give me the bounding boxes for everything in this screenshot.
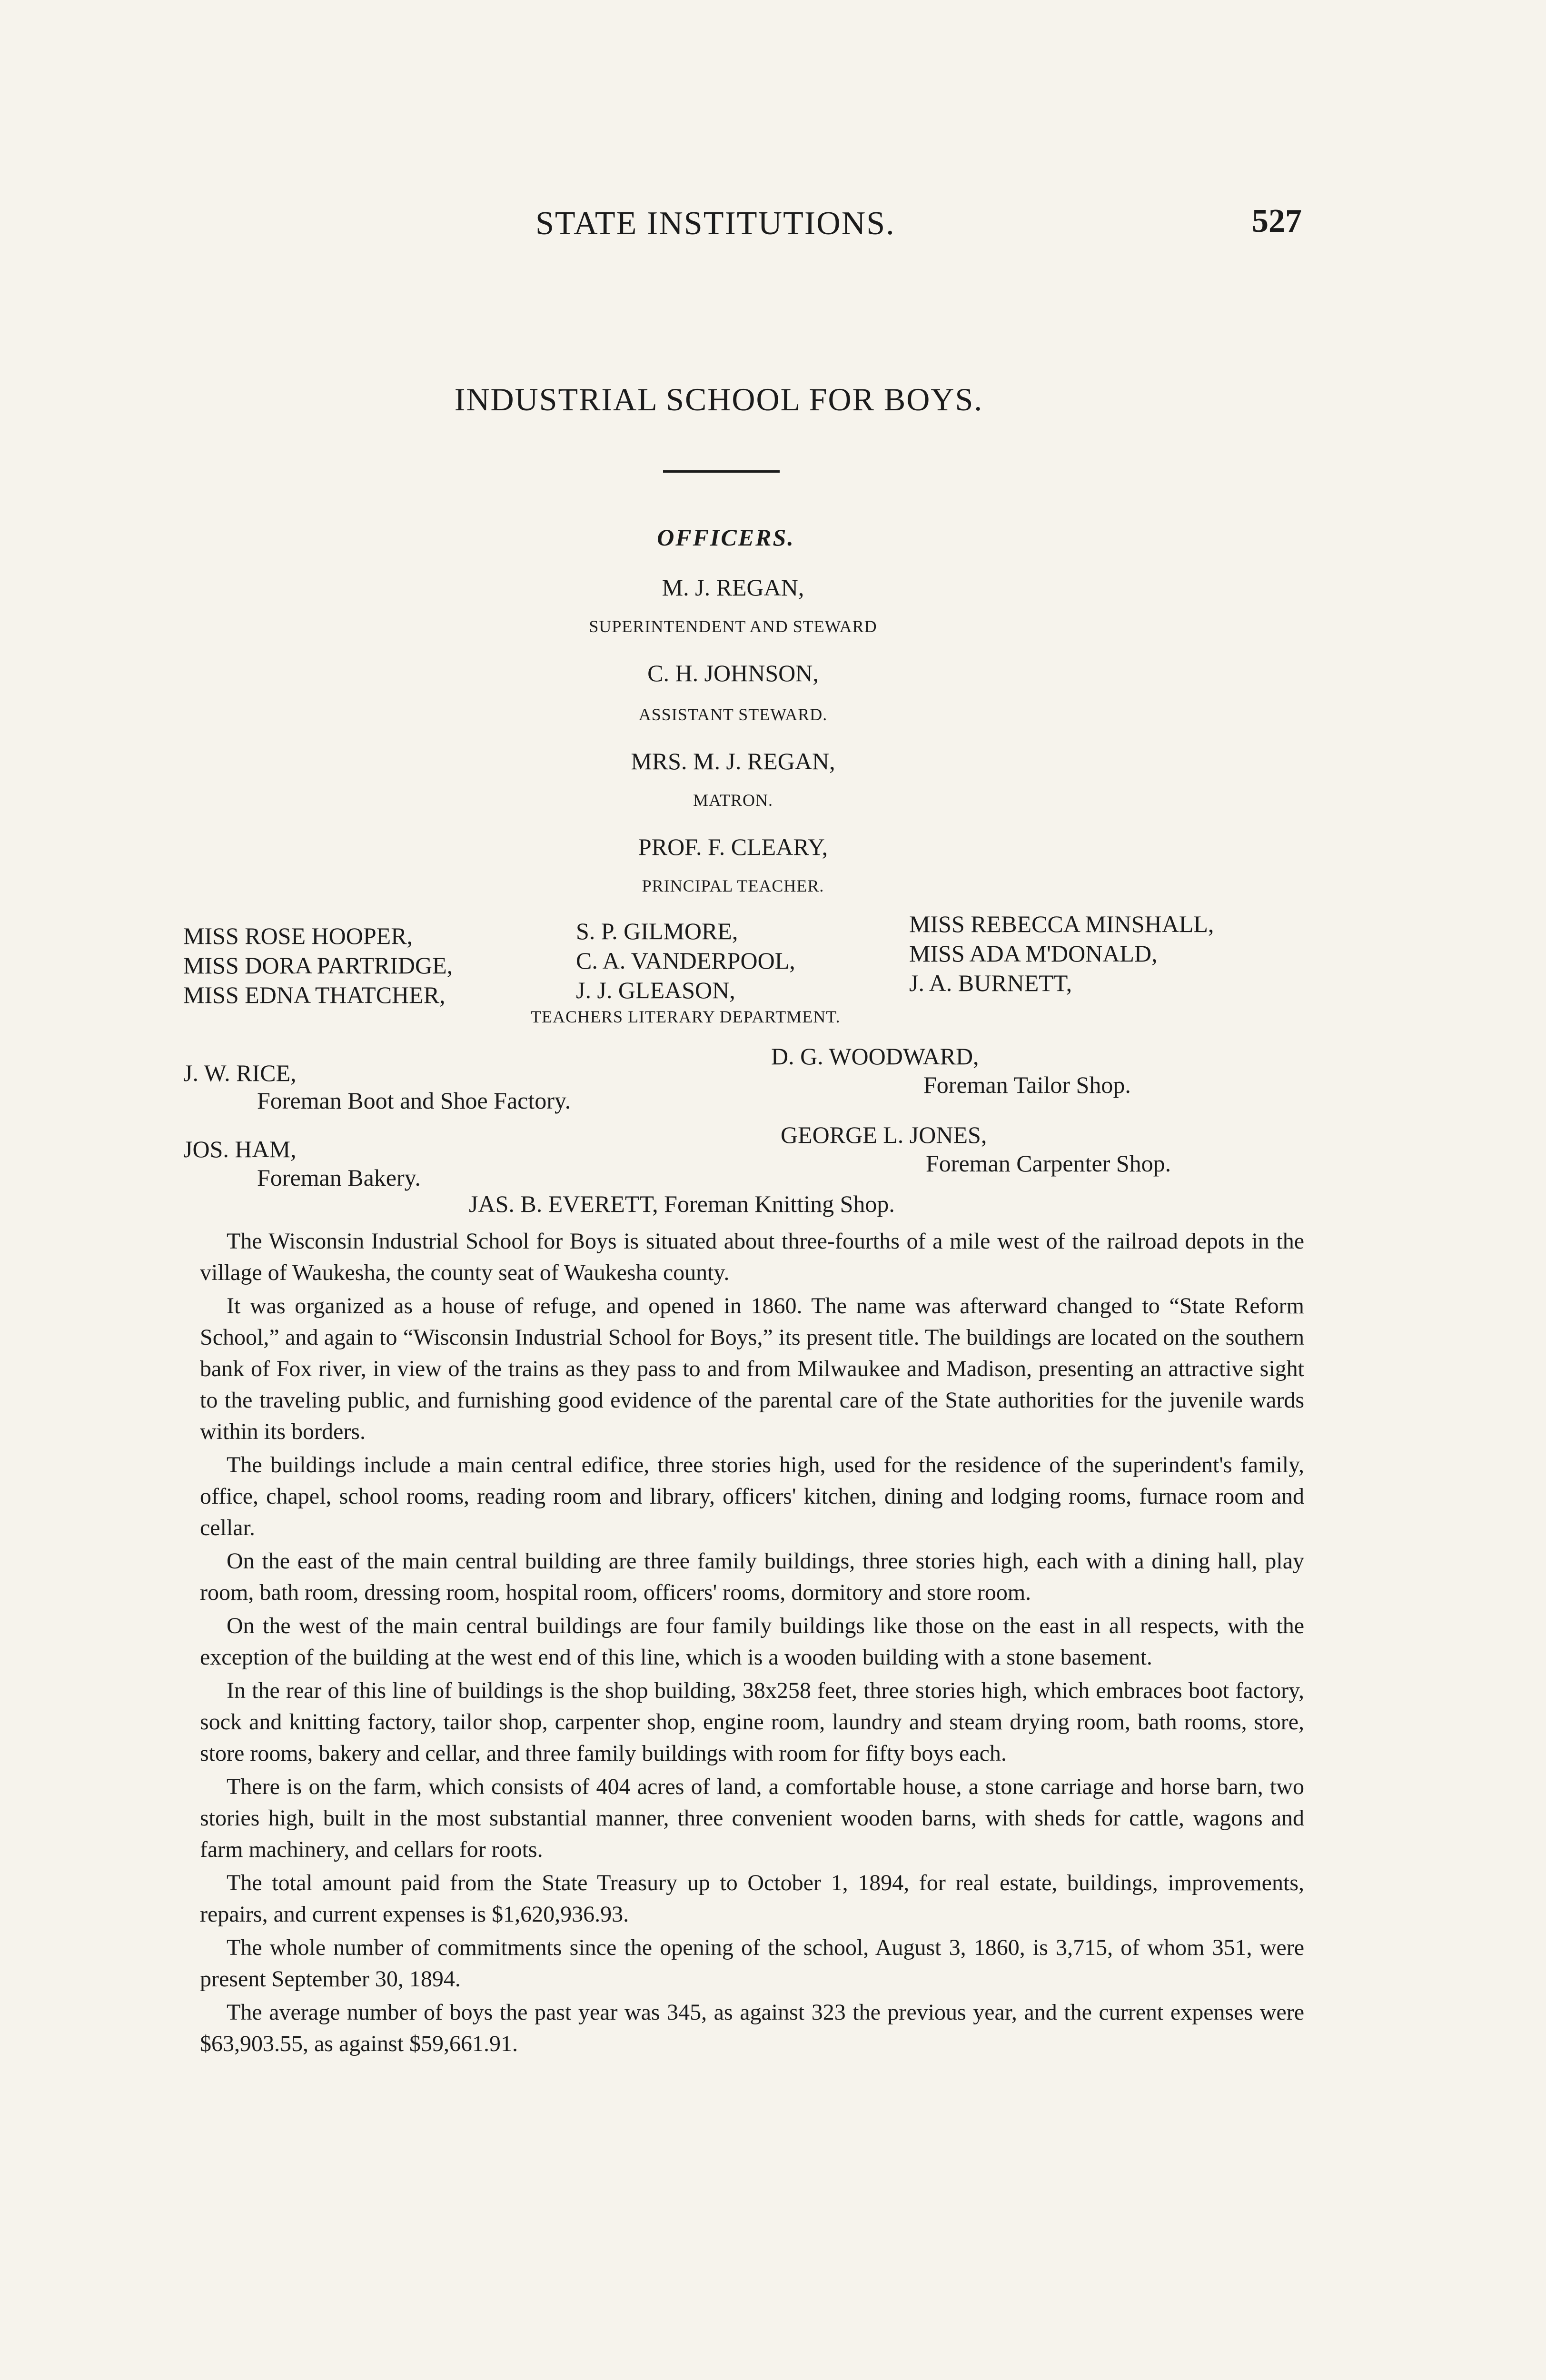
paragraph: It was organized as a house of refuge, and opened in 1860. The name was afterward changed to “State Reform School,” and again to “Wisconsin Industrial School for Boys,” its present title. The buildings are located on the southern bank of Fox river, in view of the trains as they pass to and from Milwaukee and Madison, presenting an attractive sight to the traveling public, and furnishing good evidence of the parental care of the State authorities for the juvenile wards within its borders. [200,1293,1304,1444]
paragraph: In the rear of this line of buildings is the shop building, 38x258 feet, three stories high, which embraces boot factory, sock and knitting factory, tailor shop, carpenter shop, engine room, laundry and steam drying room, bath rooms, store, store rooms, bakery and cellar, and three family buildings with room for fifty boys each. [200,1678,1304,1766]
foreman-name: D. G. WOODWARD, [771,1043,979,1070]
teacher-name: J. A. BURNETT, [909,970,1072,996]
title-divider [663,470,780,473]
foreman-role: Foreman Carpenter Shop. [926,1150,1171,1177]
paragraph: On the east of the main central building are three family buildings, three stories high, each with a dining hall, play room, bath room, dressing room, hospital room, officers' rooms, dormitory and store room. [200,1548,1304,1605]
officer-name: MRS. M. J. REGAN, [631,748,835,774]
officer-name: PROF. F. CLEARY, [638,833,828,860]
paragraph: The total amount paid from the State Treasury up to October 1, 1894, for real estate, buildings, improvements, repairs, and current expenses is $1,620,936.93. [200,1870,1304,1927]
officer-name: C. H. JOHNSON, [647,660,819,686]
foreman-role: Foreman Tailor Shop. [923,1071,1131,1098]
foreman-name: JOS. HAM, [183,1136,297,1162]
running-title: STATE INSTITUTIONS. [535,205,895,242]
body-text [200,1226,1304,2062]
paragraph: The average number of boys the past year was 345, as against 323 the previous year, and the current expenses were $63,903.55, as against $59,661.91. [200,2000,1304,2056]
foreman-role: Foreman Boot and Shoe Factory. [257,1087,571,1114]
paragraph: There is on the farm, which consists of 404 acres of land, a comfortable house, a stone carriage and horse barn, two stories high, built in the most substantial manner, three convenient wooden barns, with sheds for cattle, wagons and farm machinery, and cellars for roots. [200,1774,1304,1862]
teacher-name: MISS DORA PARTRIDGE, [183,952,453,979]
teachers-caption: TEACHERS LITERARY DEPARTMENT. [531,1007,841,1026]
page-title: INDUSTRIAL SCHOOL FOR BOYS. [454,381,983,417]
officer-role: SUPERINTENDENT AND STEWARD [589,617,877,636]
foreman-name: GEORGE L. JONES, [781,1121,987,1148]
teacher-name: MISS ROSE HOOPER, [183,922,413,949]
teachers-column-2 [576,916,795,1005]
teacher-name: C. A. VANDERPOOL, [576,947,795,974]
teacher-name: MISS EDNA THATCHER, [183,982,446,1008]
paragraph: The whole number of commitments since the opening of the school, August 3, 1860, is 3,715, of whom 351, were present September 30, 1894. [200,1935,1304,1992]
foreman-role: Foreman Bakery. [257,1164,421,1191]
officers-heading: OFFICERS. [657,524,795,551]
foreman-name: J. W. RICE, [183,1060,297,1086]
officer-role: PRINCIPAL TEACHER. [642,876,824,895]
officer-role: ASSISTANT STEWARD. [638,705,828,724]
teacher-name: MISS REBECCA MINSHALL, [909,911,1214,937]
teachers-column-1 [183,921,453,1010]
foreman-entry: JAS. B. EVERETT, Foreman Knitting Shop. [469,1190,895,1217]
paragraph: The Wisconsin Industrial School for Boys is situated about three-fourths of a mile west of the railroad depots in the village of Waukesha, the county seat of Waukesha county. [200,1229,1304,1285]
paragraph: On the west of the main central buildings are four family buildings like those on the east in all respects, with the exception of the building at the west end of this line, which is a wooden building with a stone basement. [200,1613,1304,1670]
teacher-name: J. J. GLEASON, [576,977,735,1003]
paragraph: The buildings include a main central edifice, three stories high, used for the residence of the superindent's family, office, chapel, school rooms, reading room and library, officers' kitchen, dining and lodging rooms, furnace room and cellar. [200,1452,1304,1540]
teacher-name: S. P. GILMORE, [576,918,738,944]
officer-name: M. J. REGAN, [662,574,804,601]
officer-role: MATRON. [693,791,773,810]
teacher-name: MISS ADA M'DONALD, [909,940,1158,967]
teachers-column-3 [909,909,1214,998]
page-number: 527 [1252,203,1302,239]
